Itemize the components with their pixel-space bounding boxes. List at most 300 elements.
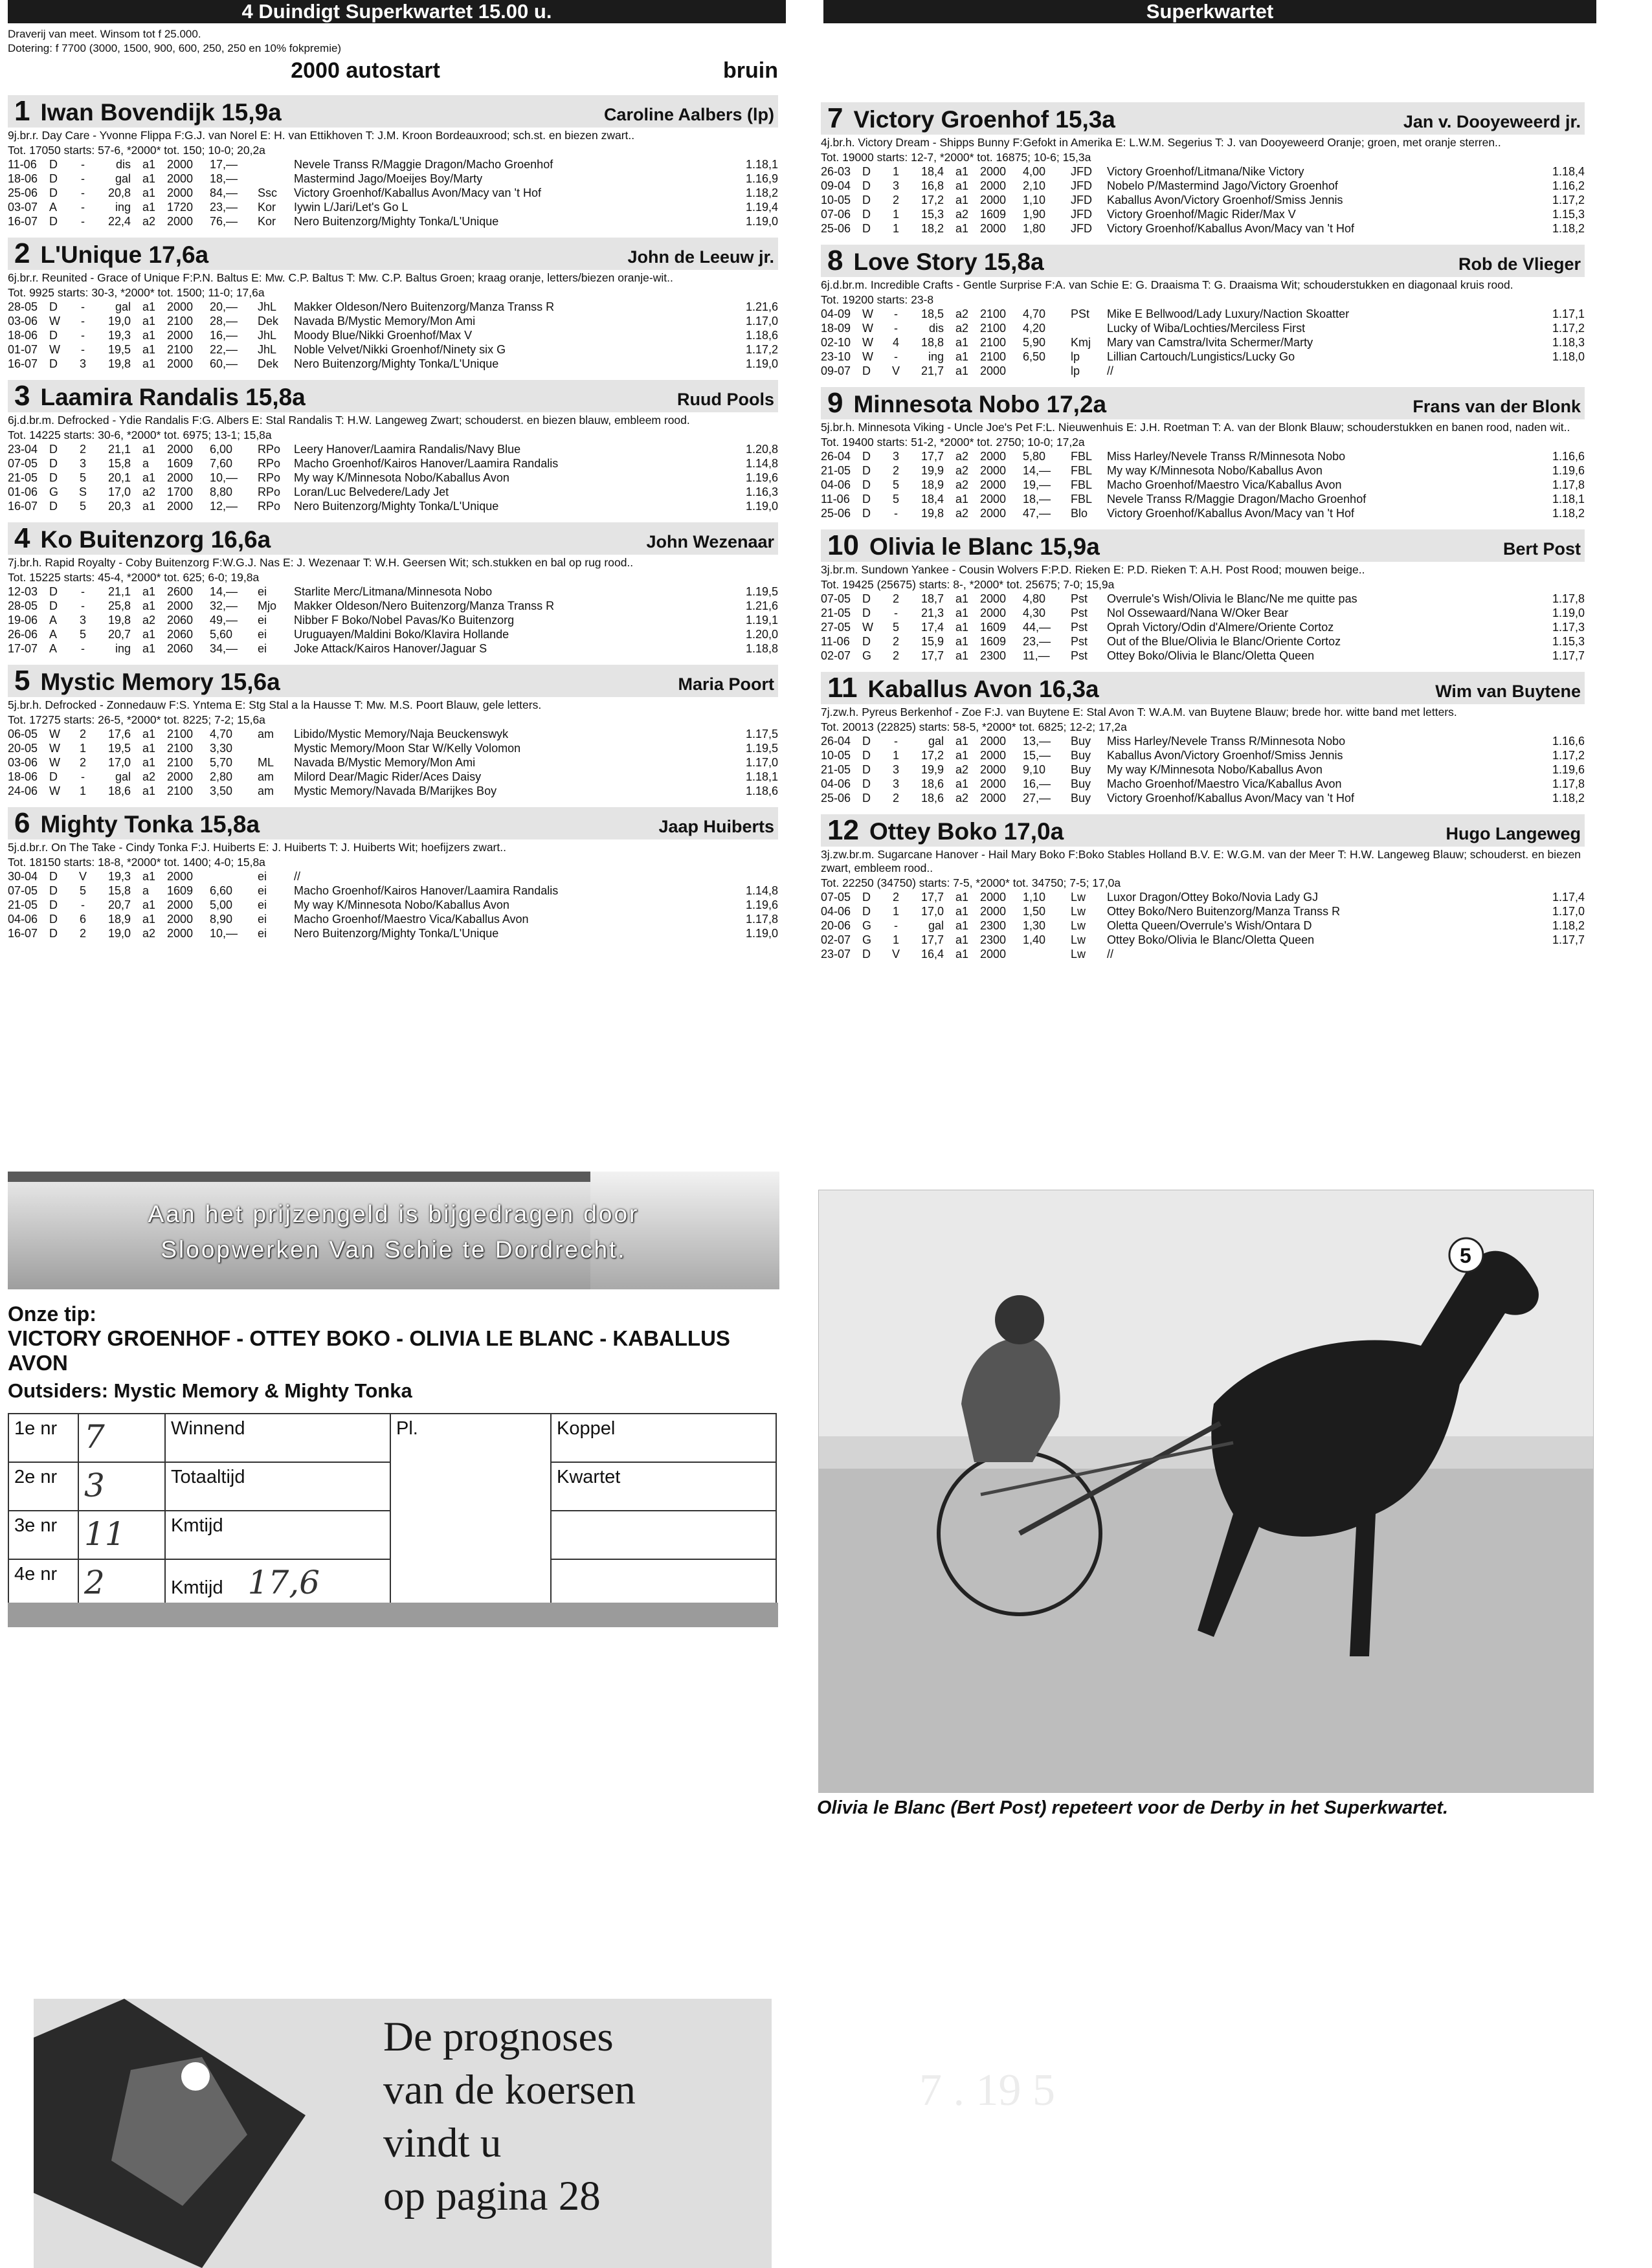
form-kmtijd-2: Kmtijd 17,6 bbox=[165, 1559, 390, 1608]
result-cell: ei bbox=[258, 927, 267, 940]
result-cell: My way K/Minnesota Nobo/Kaballus Avon bbox=[294, 471, 509, 484]
result-cell: 1.19,0 bbox=[1552, 606, 1585, 619]
result-cell: Oprah Victory/Odin d'Almere/Oriente Cortoz bbox=[1107, 621, 1334, 634]
result-cell: a1 bbox=[142, 784, 156, 797]
result-cell: - bbox=[81, 770, 85, 783]
horse-title bbox=[827, 387, 1106, 419]
horse-pedigree: 3j.zw.br.m. Sugarcane Hanover - Hail Mary Boko F:Boko Stables Holland B.V. E: W.G.M. van der Meer T: H.W. Langeweg Blauw; schouderst. en biezen zwart, embleem rood.. bbox=[821, 848, 1581, 874]
result-cell: 8,80 bbox=[210, 485, 233, 498]
horse-totals: Tot. 19425 (25675) starts: 8-, *2000* tot. 25675; 7-0; 15,9a bbox=[821, 578, 1115, 591]
result-row bbox=[821, 791, 1585, 805]
result-cell: - bbox=[81, 300, 85, 313]
horse-pedigree: 9j.br.r. Day Care - Yvonne Flippa F:G.J. van Norel E: H. van Ettikhoven T: J.M. Kroon Bordeauxrood; sch.st. en biezen zwart.. bbox=[8, 129, 635, 142]
left-header-bar: 4 Duindigt Superkwartet 15.00 u. bbox=[8, 0, 786, 23]
result-row bbox=[8, 499, 778, 513]
result-cell: 2000 bbox=[980, 222, 1007, 235]
horse-pedigree: 6j.d.br.m. Incredible Crafts - Gentle Surprise F:A. van Schie E: G. Draaisma T: G. Draaisma Wit; schouderstukken en diagonaal kruis rood. bbox=[821, 278, 1513, 291]
result-cell: 21-05 bbox=[821, 763, 851, 776]
horse-name: Iwan Bovendijk 15,9a bbox=[40, 99, 282, 126]
result-cell: a bbox=[142, 457, 150, 470]
result-cell: a1 bbox=[955, 891, 969, 904]
result-cell: Victory Groenhof/Magic Rider/Max V bbox=[1107, 208, 1296, 221]
result-cell: a1 bbox=[142, 343, 156, 356]
tip-outsiders: Outsiders: Mystic Memory & Mighty Tonka bbox=[8, 1379, 412, 1402]
result-cell: Ssc bbox=[258, 186, 278, 199]
result-cell: a2 bbox=[955, 478, 969, 491]
result-cell: 1.19,0 bbox=[745, 500, 778, 513]
result-cell: 5 bbox=[79, 628, 86, 641]
result-cell: 12,— bbox=[210, 500, 238, 513]
result-cell: D bbox=[862, 606, 871, 619]
result-cell: 2000 bbox=[980, 194, 1007, 206]
result-cell: 13,— bbox=[1023, 735, 1051, 748]
result-cell: Nevele Transs R/Maggie Dragon/Macho Groenhof bbox=[1107, 493, 1367, 506]
result-cell: 20,3 bbox=[107, 500, 131, 513]
horse-header bbox=[821, 814, 1585, 847]
result-cell: Dek bbox=[258, 315, 279, 328]
result-cell: 2100 bbox=[980, 322, 1007, 335]
result-row bbox=[8, 471, 778, 485]
result-cell: 20,1 bbox=[107, 471, 131, 484]
result-cell: 5 bbox=[892, 478, 899, 491]
result-cell: 2600 bbox=[167, 585, 194, 598]
handwritten-2: 3 bbox=[84, 1467, 105, 1504]
result-row bbox=[8, 172, 778, 186]
result-cell: - bbox=[894, 919, 898, 932]
result-cell: D bbox=[49, 898, 58, 911]
result-cell: D bbox=[862, 179, 871, 192]
result-cell: W bbox=[862, 322, 873, 335]
form-koppel: Koppel bbox=[551, 1414, 776, 1462]
result-cell: D bbox=[862, 493, 871, 506]
result-cell: 5,80 bbox=[1023, 450, 1046, 463]
result-cell: Libido/Mystic Memory/Naja Beuckenswyk bbox=[294, 728, 509, 740]
result-cell: Moody Blue/Nikki Groenhof/Max V bbox=[294, 329, 473, 342]
result-cell: 20,— bbox=[210, 300, 238, 313]
result-cell: a1 bbox=[955, 735, 969, 748]
result-cell: 2100 bbox=[980, 336, 1007, 349]
result-cell: a1 bbox=[955, 905, 969, 918]
result-cell: 2000 bbox=[167, 158, 194, 171]
form-row-4-value[interactable] bbox=[78, 1559, 165, 1608]
result-cell bbox=[1023, 364, 1071, 378]
result-cell: 21-05 bbox=[821, 606, 851, 619]
form-row-4-label: 4e nr bbox=[8, 1559, 78, 1608]
result-cell: 3 bbox=[892, 450, 899, 463]
result-cell: 2100 bbox=[167, 756, 194, 769]
result-cell: W bbox=[49, 784, 60, 797]
result-cell: 2 bbox=[79, 927, 86, 940]
result-row bbox=[8, 328, 778, 342]
result-cell: 2300 bbox=[980, 649, 1007, 662]
horse-entry bbox=[8, 807, 778, 940]
horse-totals: Tot. 15225 starts: 45-4, *2000* tot. 625; 6-0; 19,8a bbox=[8, 571, 260, 584]
result-cell: 2000 bbox=[167, 186, 194, 199]
result-cell bbox=[258, 172, 294, 186]
result-cell: 2 bbox=[892, 464, 899, 477]
horse-totals: Tot. 19200 starts: 23-8 bbox=[821, 293, 934, 306]
sponsor-band bbox=[8, 1172, 590, 1289]
result-cell: 1609 bbox=[980, 621, 1007, 634]
result-cell: 28-05 bbox=[8, 300, 38, 313]
right-header-bar: Superkwartet bbox=[823, 0, 1596, 23]
result-cell: FBL bbox=[1071, 464, 1093, 477]
form-row-1-value[interactable] bbox=[78, 1414, 165, 1462]
result-cell: 2000 bbox=[167, 927, 194, 940]
result-cell: W bbox=[49, 742, 60, 755]
form-winnend: Winnend bbox=[165, 1414, 390, 1462]
horse-pedigree: 7j.br.h. Rapid Royalty - Coby Buitenzorg F:W.G.J. Nas E: J. Wezenaar T: W.H. Geersen Wit; sch.stukken en bal op rug rood.. bbox=[8, 556, 634, 569]
result-cell: D bbox=[49, 457, 58, 470]
result-cell: My way K/Minnesota Nobo/Kaballus Avon bbox=[294, 898, 509, 911]
result-cell: 2000 bbox=[167, 913, 194, 926]
result-cell: D bbox=[862, 792, 871, 805]
result-cell: 2060 bbox=[167, 614, 194, 627]
result-cell: 04-06 bbox=[821, 777, 851, 790]
result-cell: 2000 bbox=[980, 364, 1007, 377]
result-cell: 6,50 bbox=[1023, 350, 1046, 363]
result-cell: 1.16,3 bbox=[745, 485, 778, 498]
result-cell: 16-07 bbox=[8, 357, 38, 370]
horse-name: Ko Buitenzorg 16,6a bbox=[40, 526, 271, 553]
result-cell: am bbox=[258, 728, 274, 740]
driver-name: John de Leeuw jr. bbox=[627, 247, 774, 267]
result-cell: 2000 bbox=[980, 179, 1007, 192]
result-cell: 21,7 bbox=[921, 364, 944, 377]
result-cell: 1.18,1 bbox=[1552, 493, 1585, 506]
result-cell: G bbox=[862, 933, 872, 946]
horse-totals: Tot. 19000 starts: 12-7, *2000* tot. 16875; 10-6; 15,3a bbox=[821, 151, 1091, 164]
result-cell: 2000 bbox=[167, 357, 194, 370]
result-cell: 1.19,5 bbox=[745, 742, 778, 755]
result-cell: 1,40 bbox=[1023, 933, 1046, 946]
result-cell: 16,4 bbox=[921, 948, 944, 961]
result-cell: Kor bbox=[258, 215, 276, 228]
form-row-3-value[interactable] bbox=[78, 1511, 165, 1559]
result-row bbox=[8, 200, 778, 214]
result-cell: 07-05 bbox=[821, 592, 851, 605]
result-cell: JFD bbox=[1071, 208, 1092, 221]
result-cell: 2000 bbox=[980, 948, 1007, 961]
result-cell: 4 bbox=[892, 336, 899, 349]
result-cell: 2000 bbox=[980, 891, 1007, 904]
result-cell: dis bbox=[928, 322, 944, 335]
result-cell: 1,30 bbox=[1023, 919, 1046, 932]
result-row bbox=[821, 634, 1585, 649]
result-cell: V bbox=[78, 870, 87, 883]
result-cell: - bbox=[81, 343, 85, 356]
result-cell: D bbox=[862, 194, 871, 206]
handwritten-kmtijd: 17,6 bbox=[247, 1564, 320, 1601]
result-cell: - bbox=[81, 315, 85, 328]
result-cell: 2000 bbox=[167, 443, 194, 456]
result-cell: 21,1 bbox=[107, 585, 131, 598]
result-cell: 18,6 bbox=[107, 784, 131, 797]
result-cell: D bbox=[49, 300, 58, 313]
horse-number: 5 bbox=[14, 665, 30, 696]
result-cell: 26-04 bbox=[821, 735, 851, 748]
result-cell: 1.17,1 bbox=[1552, 307, 1585, 320]
result-cell: 23,— bbox=[1023, 635, 1051, 648]
horse-totals: Tot. 14225 starts: 30-6, *2000* tot. 6975; 13-1; 15,8a bbox=[8, 428, 272, 441]
result-cell: 2 bbox=[892, 649, 899, 662]
result-cell: Macho Groenhof/Maestro Vica/Kaballus Avon bbox=[294, 913, 529, 926]
result-cell: 1.21,6 bbox=[745, 599, 778, 612]
horse-name: Love Story 15,8a bbox=[853, 249, 1044, 275]
result-cell: - bbox=[81, 158, 85, 171]
results-table bbox=[821, 449, 1585, 520]
result-cell: D bbox=[862, 891, 871, 904]
result-cell: 19-06 bbox=[8, 614, 38, 627]
result-cell: 1.18,2 bbox=[1552, 507, 1585, 520]
result-cell: 18,5 bbox=[921, 307, 944, 320]
result-cell: 4,80 bbox=[1023, 592, 1046, 605]
result-cell: 1.17,8 bbox=[745, 913, 778, 926]
result-cell: - bbox=[894, 350, 898, 363]
result-cell: Loran/Luc Belvedere/Lady Jet bbox=[294, 485, 449, 498]
horse-totals: Tot. 18150 starts: 18-8, *2000* tot. 1400; 4-0; 15,8a bbox=[8, 856, 265, 869]
result-cell: Lw bbox=[1071, 919, 1086, 932]
result-cell: 5 bbox=[79, 471, 86, 484]
result-cell: 20-05 bbox=[8, 742, 38, 755]
result-cell: D bbox=[862, 749, 871, 762]
driver-name: Caroline Aalbers (lp) bbox=[603, 105, 774, 124]
horse-entry bbox=[821, 814, 1585, 961]
result-row bbox=[8, 300, 778, 314]
result-cell: 1.17,0 bbox=[1552, 905, 1585, 918]
result-cell: a1 bbox=[955, 592, 969, 605]
result-cell: a1 bbox=[955, 649, 969, 662]
result-cell: 2100 bbox=[167, 728, 194, 740]
result-cell: 1.17,2 bbox=[745, 343, 778, 356]
result-cell: 2000 bbox=[980, 507, 1007, 520]
result-cell: a2 bbox=[142, 927, 156, 940]
result-cell: 2000 bbox=[980, 606, 1007, 619]
result-cell: FBL bbox=[1071, 450, 1093, 463]
result-cell: 2100 bbox=[167, 742, 194, 755]
result-cell: My way K/Minnesota Nobo/Kaballus Avon bbox=[1107, 464, 1323, 477]
result-cell: 2 bbox=[892, 891, 899, 904]
result-cell: 30-04 bbox=[8, 870, 38, 883]
result-cell: 1.17,7 bbox=[1552, 933, 1585, 946]
driver-name: Frans van der Blonk bbox=[1412, 397, 1581, 416]
result-cell: Nero Buitenzorg/Mighty Tonka/L'Unique bbox=[294, 500, 499, 513]
horse-number: 11 bbox=[827, 672, 858, 704]
result-cell: D bbox=[862, 763, 871, 776]
handwritten-1: 7 bbox=[84, 1418, 105, 1456]
result-cell: 5,60 bbox=[210, 628, 233, 641]
result-cell: D bbox=[49, 172, 58, 185]
horse-entry bbox=[8, 95, 778, 228]
result-cell: 22,— bbox=[210, 343, 238, 356]
result-row bbox=[821, 947, 1585, 961]
result-cell: G bbox=[862, 919, 872, 932]
result-cell: Dek bbox=[258, 357, 279, 370]
result-cell: 21,3 bbox=[921, 606, 944, 619]
result-cell: a1 bbox=[955, 635, 969, 648]
result-cell: - bbox=[81, 201, 85, 214]
result-cell: a1 bbox=[142, 357, 156, 370]
result-cell: 27,— bbox=[1023, 792, 1051, 805]
result-cell: 2000 bbox=[980, 592, 1007, 605]
form-row-2-value[interactable] bbox=[78, 1462, 165, 1511]
result-cell: 1.17,0 bbox=[745, 315, 778, 328]
result-cell: Mystic Memory/Navada B/Marijkes Boy bbox=[294, 784, 497, 797]
result-cell: D bbox=[862, 735, 871, 748]
result-cell: 1 bbox=[79, 784, 86, 797]
result-cell: 2000 bbox=[167, 471, 194, 484]
horse-entry bbox=[821, 387, 1585, 520]
result-cell: D bbox=[49, 927, 58, 940]
result-cell: 18-06 bbox=[8, 770, 38, 783]
result-cell: Pst bbox=[1071, 606, 1088, 619]
result-cell: D bbox=[862, 464, 871, 477]
result-cell bbox=[1071, 321, 1107, 335]
result-cell: 84,— bbox=[210, 186, 238, 199]
result-row bbox=[8, 599, 778, 613]
result-cell: W bbox=[49, 756, 60, 769]
result-cell: ei bbox=[258, 884, 267, 897]
result-cell: D bbox=[49, 357, 58, 370]
right-column bbox=[821, 102, 1585, 970]
result-cell: Nero Buitenzorg/Mighty Tonka/L'Unique bbox=[294, 215, 499, 228]
result-row bbox=[821, 307, 1585, 321]
result-cell: 1.19,6 bbox=[745, 471, 778, 484]
result-cell: 1.19,0 bbox=[745, 927, 778, 940]
result-cell: 2300 bbox=[980, 919, 1007, 932]
result-cell: RPo bbox=[258, 471, 281, 484]
horse-number: 4 bbox=[14, 522, 30, 554]
result-cell: a1 bbox=[955, 222, 969, 235]
result-cell: 17,2 bbox=[921, 749, 944, 762]
horse-number: 3 bbox=[14, 380, 30, 412]
result-row bbox=[821, 321, 1585, 335]
result-cell: W bbox=[862, 621, 873, 634]
handwritten-3: 11 bbox=[84, 1515, 126, 1553]
form-empty-2 bbox=[551, 1559, 776, 1608]
result-cell: 1.19,5 bbox=[745, 585, 778, 598]
result-cell: a1 bbox=[142, 870, 156, 883]
result-cell: 11-06 bbox=[821, 493, 850, 506]
trotter-photo-illustration bbox=[819, 1190, 1593, 1792]
result-cell: 2300 bbox=[980, 933, 1007, 946]
horse-entry bbox=[821, 529, 1585, 663]
result-cell: a1 bbox=[955, 336, 969, 349]
result-cell: Lw bbox=[1071, 891, 1086, 904]
result-cell: 1 bbox=[892, 905, 899, 918]
result-cell: D bbox=[49, 599, 58, 612]
result-cell: // bbox=[1107, 364, 1114, 377]
results-table bbox=[821, 164, 1585, 236]
result-cell: 3 bbox=[79, 357, 86, 370]
result-cell: 17,0 bbox=[921, 905, 944, 918]
horse-number: 2 bbox=[14, 238, 30, 269]
result-cell: S bbox=[78, 485, 87, 498]
result-cell: 1 bbox=[892, 933, 899, 946]
result-cell: D bbox=[862, 635, 871, 648]
result-cell: D bbox=[49, 585, 58, 598]
result-cell: 24-06 bbox=[8, 784, 38, 797]
result-cell: Victory Groenhof/Litmana/Nike Victory bbox=[1107, 165, 1304, 178]
result-cell: 1.14,8 bbox=[745, 457, 778, 470]
horse-name: Mighty Tonka 15,8a bbox=[40, 811, 260, 838]
horse-pedigree: 5j.d.br.r. On The Take - Cindy Tonka F:J. Huiberts E: J. Huiberts T: J. Huiberts Wit; hoefijzers zwart.. bbox=[8, 841, 506, 854]
horse-entry bbox=[821, 672, 1585, 805]
result-cell: - bbox=[81, 172, 85, 185]
result-cell: 1.19,6 bbox=[745, 898, 778, 911]
result-cell: 1 bbox=[892, 208, 899, 221]
result-cell: 1.18,6 bbox=[745, 784, 778, 797]
horse-pedigree: 6j.d.br.m. Defrocked - Ydie Randalis F:G. Albers E: Stal Randalis T: H.W. Langeweg Zwart; schouderst. en biezen blauw, embleem rood. bbox=[8, 414, 690, 427]
result-cell: W bbox=[49, 728, 60, 740]
result-cell: 3,50 bbox=[210, 784, 233, 797]
result-cell: G bbox=[49, 485, 59, 498]
result-cell: 2060 bbox=[167, 642, 194, 655]
result-cell: - bbox=[81, 599, 85, 612]
promo-line-1: De prognoses bbox=[383, 2014, 614, 2060]
result-cell: 2000 bbox=[980, 749, 1007, 762]
result-cell: 02-07 bbox=[821, 649, 851, 662]
result-cell: 16-07 bbox=[8, 927, 38, 940]
result-row bbox=[8, 342, 778, 357]
result-cell: 2,80 bbox=[210, 770, 233, 783]
result-cell: G bbox=[862, 649, 872, 662]
result-cell: 18,7 bbox=[921, 592, 944, 605]
result-row bbox=[821, 221, 1585, 236]
result-cell: 4,30 bbox=[1023, 606, 1046, 619]
result-cell: 2000 bbox=[167, 329, 194, 342]
horse-pedigree: 5j.br.h. Minnesota Viking - Uncle Joe's Pet F:L. Nieuwenhuis E: J.H. Roetman T: A. van der Blonk Blauw; schouderstukken en banen rood, naden wit.. bbox=[821, 421, 1570, 434]
result-cell: a1 bbox=[142, 315, 156, 328]
result-cell: // bbox=[1107, 948, 1114, 961]
result-cell: 26-03 bbox=[821, 165, 851, 178]
horse-name: Olivia le Blanc 15,9a bbox=[869, 533, 1100, 560]
race-photo bbox=[818, 1190, 1594, 1793]
result-cell: 19,5 bbox=[107, 343, 131, 356]
result-cell: Victory Groenhof/Kaballus Avon/Macy van 't Hof bbox=[294, 186, 541, 199]
race-conditions: Draverij van meet. Winsom tot f 25.000. bbox=[8, 28, 201, 40]
horse-header bbox=[821, 102, 1585, 135]
result-cell: 1.17,2 bbox=[1552, 194, 1585, 206]
result-row bbox=[8, 926, 778, 940]
result-cell: 07-06 bbox=[821, 208, 851, 221]
result-row bbox=[821, 777, 1585, 791]
result-cell: 06-05 bbox=[8, 728, 38, 740]
result-cell bbox=[258, 741, 294, 755]
horse-title bbox=[827, 102, 1115, 135]
result-cell: a2 bbox=[955, 792, 969, 805]
result-cell: 23-04 bbox=[8, 443, 38, 456]
result-cell: D bbox=[862, 507, 871, 520]
result-cell: RPo bbox=[258, 485, 281, 498]
result-cell: Mystic Memory/Moon Star W/Kelly Volomon bbox=[294, 742, 521, 755]
horse-name: Kaballus Avon 16,3a bbox=[867, 676, 1099, 702]
horse-header bbox=[8, 522, 778, 555]
result-cell: 16,— bbox=[1023, 777, 1051, 790]
result-row bbox=[821, 649, 1585, 663]
result-cell: - bbox=[81, 585, 85, 598]
result-cell: 1.20,8 bbox=[745, 443, 778, 456]
result-cell: 2000 bbox=[980, 464, 1007, 477]
results-table bbox=[821, 734, 1585, 805]
result-cell: 1.17,2 bbox=[1552, 749, 1585, 762]
result-cell: 21-05 bbox=[821, 464, 851, 477]
result-cell: Macho Groenhof/Maestro Vica/Kaballus Avon bbox=[1107, 478, 1342, 491]
result-cell: Ottey Boko/Olivia le Blanc/Oletta Queen bbox=[1107, 933, 1315, 946]
result-cell: 18,6 bbox=[921, 792, 944, 805]
promo-line-4: op pagina 28 bbox=[383, 2173, 601, 2219]
horse-entry bbox=[8, 380, 778, 513]
